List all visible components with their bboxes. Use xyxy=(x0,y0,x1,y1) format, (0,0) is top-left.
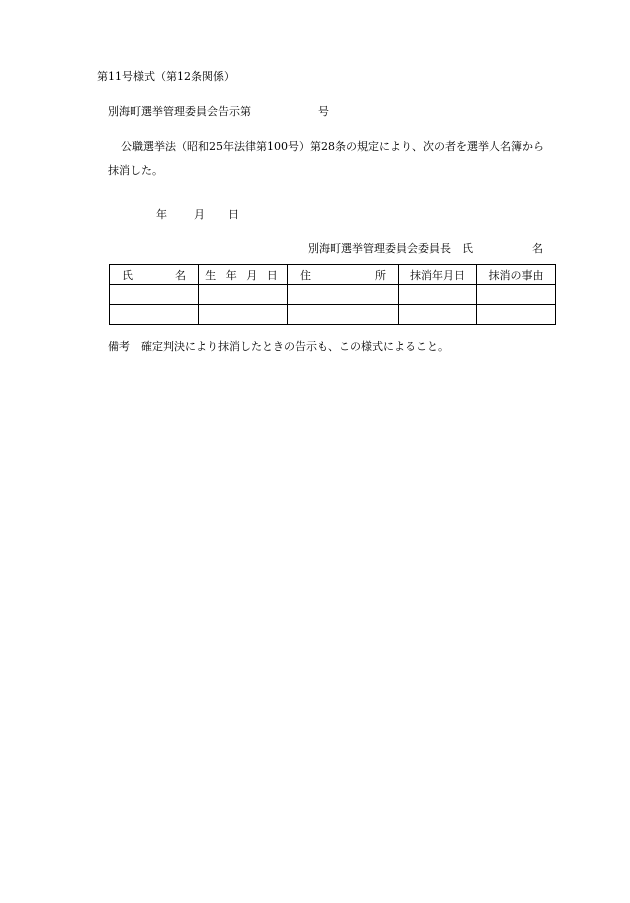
header-name-left: 氏 xyxy=(122,268,133,282)
header-birthdate-label: 生 年 月 日 xyxy=(205,268,281,282)
register-table xyxy=(109,264,556,325)
header-address xyxy=(288,265,399,285)
signer-title: 別海町選挙管理委員会委員長 氏 xyxy=(308,242,473,255)
table-cell xyxy=(477,305,556,325)
header-address-right: 所 xyxy=(375,268,386,282)
header-deletion-reason-label: 抹消の事由 xyxy=(488,268,544,282)
date-day-label: 日 xyxy=(228,208,239,221)
header-name-right: 名 xyxy=(175,268,186,282)
table-row xyxy=(110,285,556,305)
table-cell xyxy=(199,285,288,305)
body-text-line-1: 公職選挙法（昭和25年法律第100号）第28条の規定により、次の者を選挙人名簿から xyxy=(121,140,544,153)
table-cell xyxy=(199,305,288,325)
table-cell xyxy=(110,285,199,305)
date-year-label: 年 xyxy=(156,208,167,221)
header-address-left: 住 xyxy=(300,268,311,282)
header-deletion-date xyxy=(399,265,477,285)
notice-title: 別海町選挙管理委員会告示第 xyxy=(108,105,251,118)
body-text-line-2: 抹消した。 xyxy=(108,164,163,177)
table-row xyxy=(110,305,556,325)
signer-name-suffix: 名 xyxy=(532,242,543,255)
form-label: 第11号様式（第12条関係） xyxy=(97,70,235,83)
header-deletion-date-label: 抹消年月日 xyxy=(410,268,465,282)
notice-number-suffix: 号 xyxy=(318,105,329,118)
header-name xyxy=(110,265,199,285)
table-cell xyxy=(110,305,199,325)
table-cell xyxy=(399,285,477,305)
table-cell xyxy=(399,305,477,325)
header-birthdate xyxy=(199,265,288,285)
date-month-label: 月 xyxy=(194,208,205,221)
table-cell xyxy=(477,285,556,305)
table-header-row xyxy=(110,265,556,285)
table-cell xyxy=(288,305,399,325)
table-cell xyxy=(288,285,399,305)
remarks-note: 備考 確定判決により抹消したときの告示も、この様式によること。 xyxy=(108,340,449,353)
header-deletion-reason xyxy=(477,265,556,285)
